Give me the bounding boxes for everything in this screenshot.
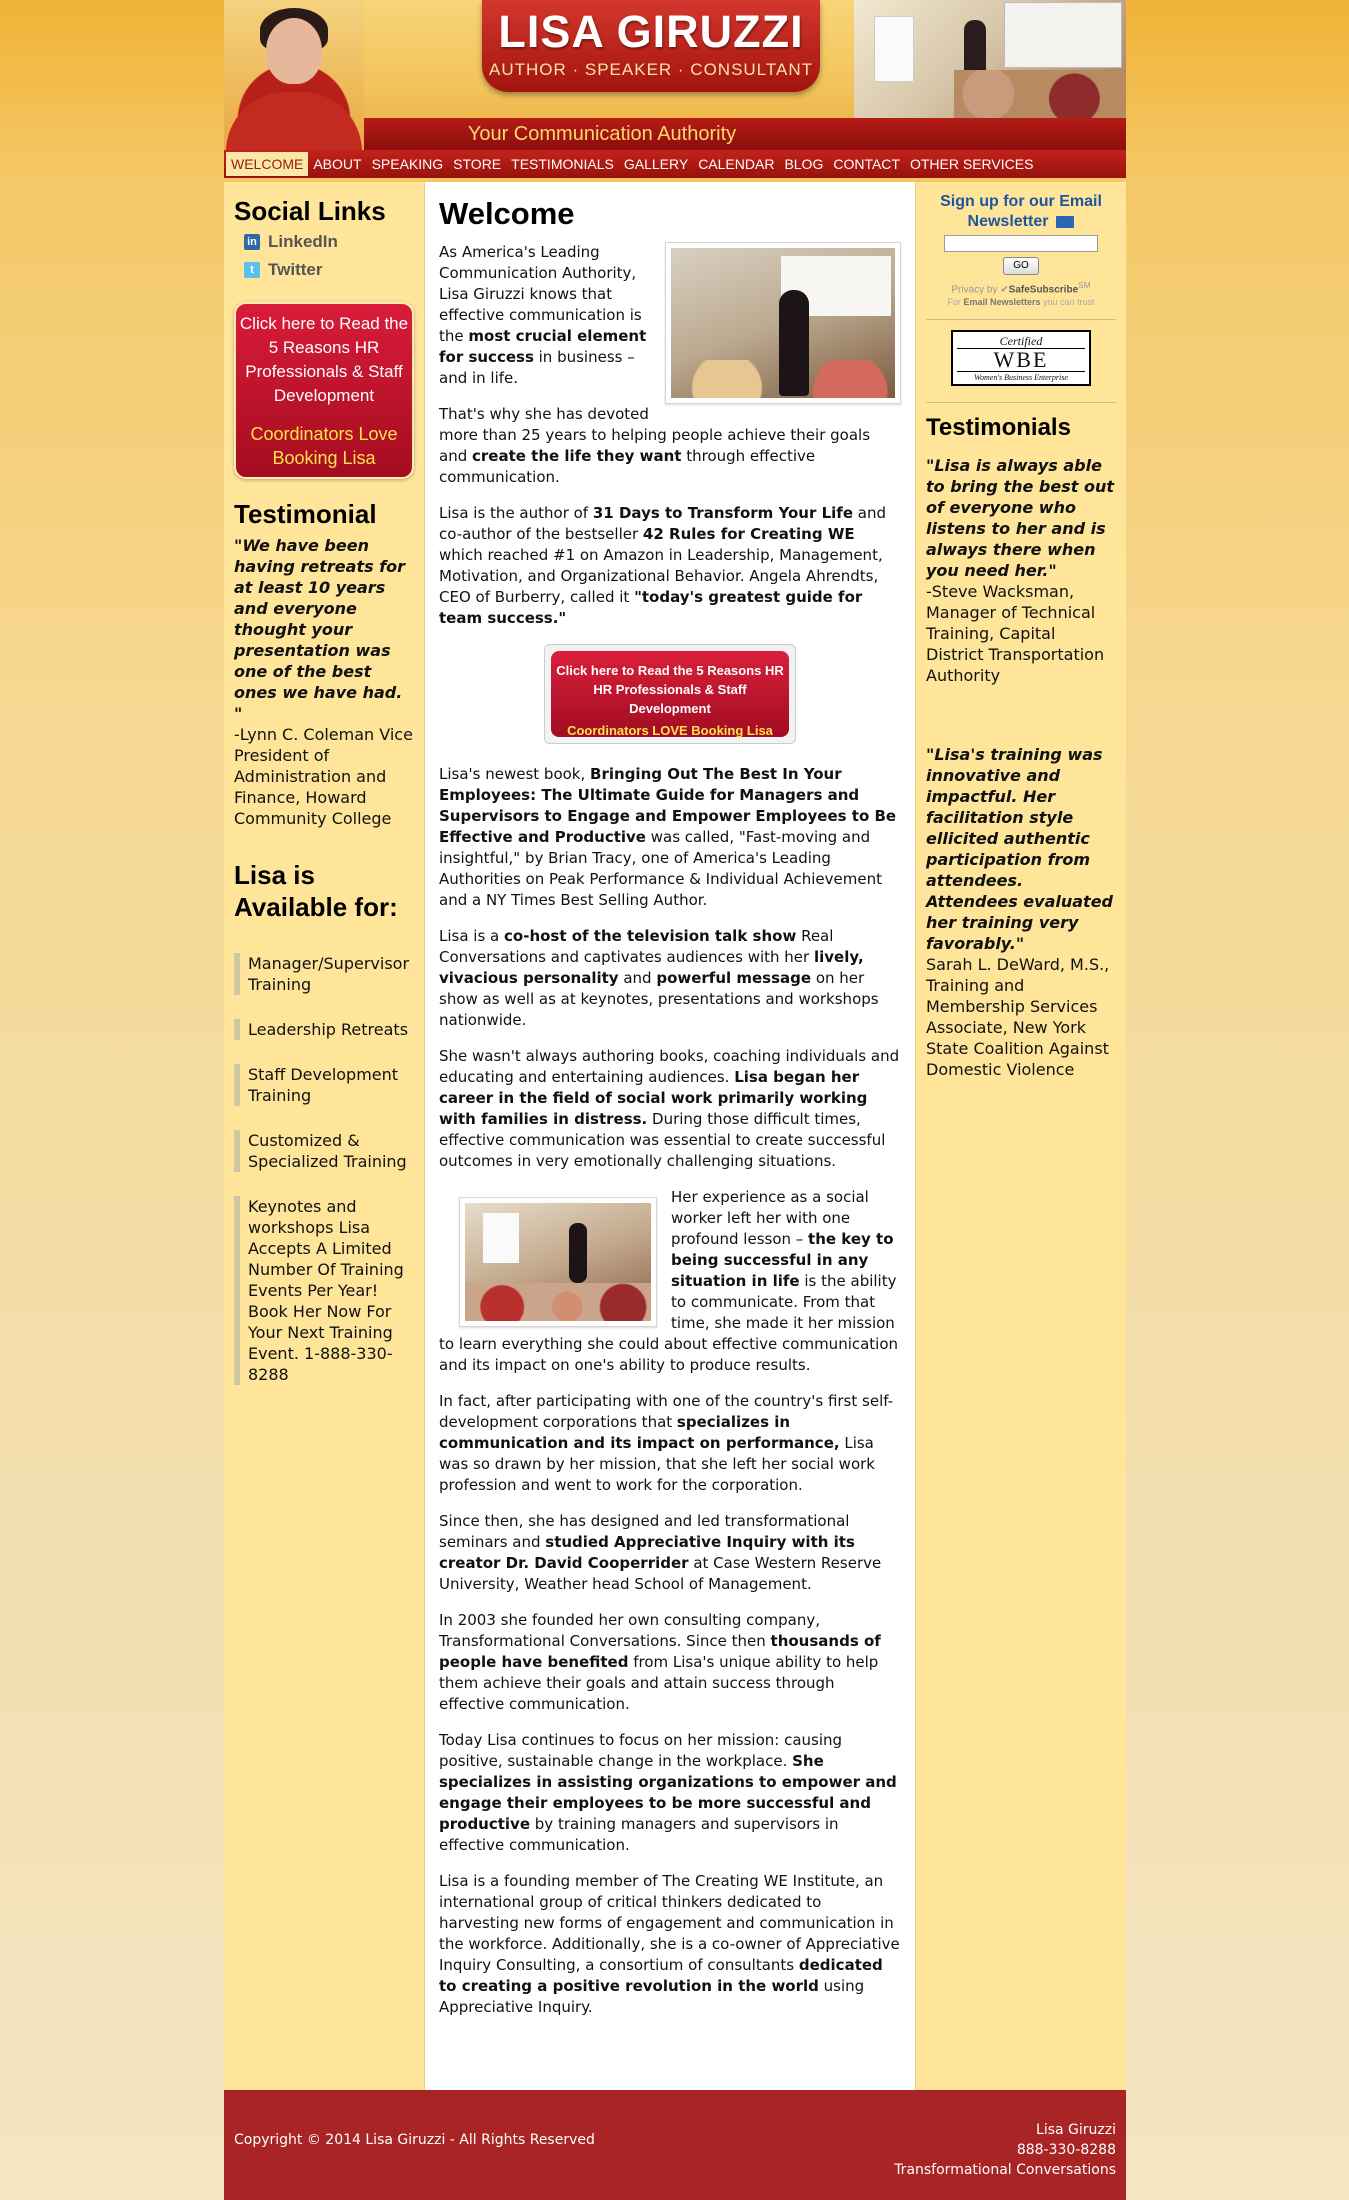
lisa-portrait [224, 0, 364, 150]
main-nav [224, 150, 1126, 178]
testimonial-quote: "We have been having retreats for at least 10 years and everyone thought your presentation was one of the best ones we have had. " [234, 536, 406, 723]
testimonial-heading: Testimonial [234, 499, 377, 529]
hr-reasons-promo-button[interactable] [234, 302, 414, 479]
left-sidebar [224, 182, 424, 2090]
workshop-photo [459, 1197, 657, 1327]
nav-about[interactable]: ABOUT [313, 156, 362, 172]
nav-other-services[interactable]: OTHER SERVICES [909, 156, 1034, 172]
authority-banner [364, 118, 1126, 150]
testimonials-heading: Testimonials [926, 414, 1071, 442]
nav-contact[interactable]: CONTACT [833, 156, 900, 172]
footer-company: Transformational Conversations [894, 2162, 1116, 2178]
newsletter-email-input[interactable] [944, 235, 1098, 252]
wbe-certified-badge: Certified WBE Women's Business Enterprise [951, 330, 1091, 386]
list-item: Manager/Supervisor Training [234, 953, 414, 995]
trust-note: For Email Newsletters you can trust [947, 297, 1095, 308]
newsletter-go-button[interactable]: GO [1003, 257, 1039, 275]
logo-tagline: AUTHOR · SPEAKER · CONSULTANT [488, 60, 813, 79]
list-item: Keynotes and workshops Lisa Accepts A Limited Number Of Training Events Per Year! Book Her Now For Your Next Training Event. 1-888-330-8288 [234, 1196, 414, 1385]
social-linkedin[interactable] [244, 228, 414, 256]
available-heading: Lisa is Available for: [234, 860, 398, 922]
privacy-note: Privacy by ✔SafeSubscribe℠ [951, 280, 1091, 296]
social-twitter-label: Twitter [268, 260, 323, 279]
paragraph: Her experience as a social worker left her with one profound lesson – the key to being successful in any situation in life is the ability to communicate. From that time, she made it her mission to learn everything she could about effective communication and its impact on one's ability to produce results. [439, 1188, 899, 1374]
testimonial-attribution: Sarah L. DeWard, M.S., Training and Membership Services Associate, New York State Coalition Against Domestic Violence [926, 955, 1110, 1080]
right-sidebar [916, 182, 1126, 2090]
social-twitter[interactable] [244, 256, 414, 284]
paragraph: Today Lisa continues to focus on her mission: causing positive, sustainable change in the workplace. She specializes in assisting organizations to empower and engage their employees to be more successful and productive by training managers and supervisors in effective communication. [439, 1731, 897, 1854]
testimonial-attribution: -Lynn C. Coleman Vice President of Administration and Finance, Howard Community College [234, 725, 413, 828]
social-linkedin-label: LinkedIn [268, 232, 338, 251]
nav-calendar[interactable]: CALENDAR [698, 156, 775, 172]
site-logo[interactable] [482, 0, 820, 92]
social-links-heading: Social Links [234, 196, 386, 226]
nav-gallery[interactable]: GALLERY [623, 156, 689, 172]
footer-contact [894, 2120, 1116, 2180]
logo-name: LISA GIRUZZI [498, 6, 804, 57]
paragraph: Lisa is a founding member of The Creating WE Institute, an international group of critical thinkers dedicated to harvesting new forms of engagement and communication in the workforce. Additionally, she is a co-owner of Appreciative Inquiry Consulting, a consortium of consultants dedicated to creating a positive revolution in the world using Appreciative Inquiry. [439, 1872, 900, 2016]
hr-reasons-inline-button[interactable] [544, 644, 796, 744]
testimonial-quote: "Lisa's training was innovative and impactful. Her facilitation style ellicited authentic participation from attendees. Attendees evaluated her training very favorably." [926, 745, 1113, 954]
paragraph: In 2003 she founded her own consulting company, Transformational Conversations. Since then thousands of people have benefited from Lisa's unique ability to help them achieve their goals and attain success through effective communication. [439, 1611, 881, 1713]
linkedin-icon: in [244, 234, 260, 250]
paragraph: That's why she has devoted more than 25 years to helping people achieve their goals and create the life they want through effective communication. [439, 405, 871, 486]
social-links [244, 228, 414, 284]
list-item: Customized & Specialized Training [234, 1130, 414, 1172]
nav-blog[interactable]: BLOG [784, 156, 824, 172]
list-item: Leadership Retreats [234, 1019, 414, 1040]
paragraph: Lisa is the author of 31 Days to Transform Your Life and co-author of the bestseller 42 Rules for Creating WE which reached #1 on Amazon in Leadership, Management, Motivation, and Organizational Behavior. Angela Ahrendts, CEO of Burberry, called it "today's greatest guide for team success." [439, 504, 886, 627]
list-item: Staff Development Training [234, 1064, 414, 1106]
nav-store[interactable]: STORE [453, 156, 502, 172]
paragraph: As America's Leading Communication Authority, Lisa Giruzzi knows that effective communication is the most crucial element for success in business – and in life. [439, 243, 647, 387]
paragraph: In fact, after participating with one of the country's first self-development corporations that specializes in communication and its impact on performance, Lisa was so drawn by her mission, that she left her social work profession and went to work for the corporation. [439, 1392, 894, 1494]
footer-phone: 888-330-8288 [1016, 2142, 1116, 2158]
promo-highlight: Coordinators Love Booking Lisa [250, 424, 398, 468]
paragraph: Lisa is a co-host of the television talk show Real Conversations and captivates audiences with her lively, vivacious personality and powerful message on her show as well as at keynotes, presentations and workshops nationwide. [439, 927, 879, 1029]
site-header [224, 0, 1126, 150]
available-list [234, 953, 414, 1385]
speaking-photo [665, 242, 901, 404]
site-footer [224, 2090, 1126, 2200]
promo-text: Click here to Read the 5 Reasons HR HR Professionals & Staff Development [556, 663, 784, 716]
footer-name: Lisa Giruzzi [1036, 2122, 1116, 2138]
testimonial-quote: "Lisa is always able to bring the best out of everyone who listens to her and is always there when you need her." [926, 456, 1114, 581]
paragraph: Since then, she has designed and led transformational seminars and studied Appreciative Inquiry with its creator Dr. David Cooperrider at Case Western Reserve University, Weather head School of Management. [439, 1512, 882, 1593]
nav-testimonials[interactable]: TESTIMONIALS [511, 156, 614, 172]
twitter-icon: t [244, 262, 260, 278]
nav-welcome[interactable]: WELCOME [226, 152, 308, 176]
main-content [424, 182, 916, 2090]
envelope-icon [1056, 216, 1074, 228]
testimonial-attribution: -Steve Wacksman, Manager of Technical Training, Capital District Transportation Authority [926, 582, 1105, 686]
nav-speaking[interactable]: SPEAKING [371, 156, 444, 172]
newsletter-title: Sign up for our Email Newsletter [940, 193, 1102, 230]
paragraph: Lisa's newest book, Bringing Out The Best In Your Employees: The Ultimate Guide for Managers and Supervisors to Engage and Empower Employees to Be Effective and Productive was called, "Fast-moving and insightful," by Brian Tracy, one of America's Leading Authorities on Peak Performance & Individual Achievement and a NY Times Best Selling Author. [439, 765, 897, 909]
header-speaking-photo [854, 0, 1126, 118]
page-title: Welcome [439, 196, 575, 231]
promo-highlight: Coordinators LOVE Booking Lisa [567, 723, 773, 738]
newsletter-signup [926, 192, 1116, 307]
safesubscribe-icon: ✔ [1000, 284, 1009, 296]
paragraph: She wasn't always authoring books, coaching individuals and educating and entertaining audiences. Lisa began her career in the field of social work primarily working with families in distress. During those difficult times, effective communication was essential to create successful outcomes in very emotionally challenging situations. [439, 1047, 900, 1170]
copyright: Copyright © 2014 Lisa Giruzzi - All Rights Reserved [234, 2132, 595, 2148]
authority-text: Your Communication Authority [467, 123, 737, 145]
promo-text: Click here to Read the 5 Reasons HR Professionals & Staff Development [239, 314, 409, 405]
